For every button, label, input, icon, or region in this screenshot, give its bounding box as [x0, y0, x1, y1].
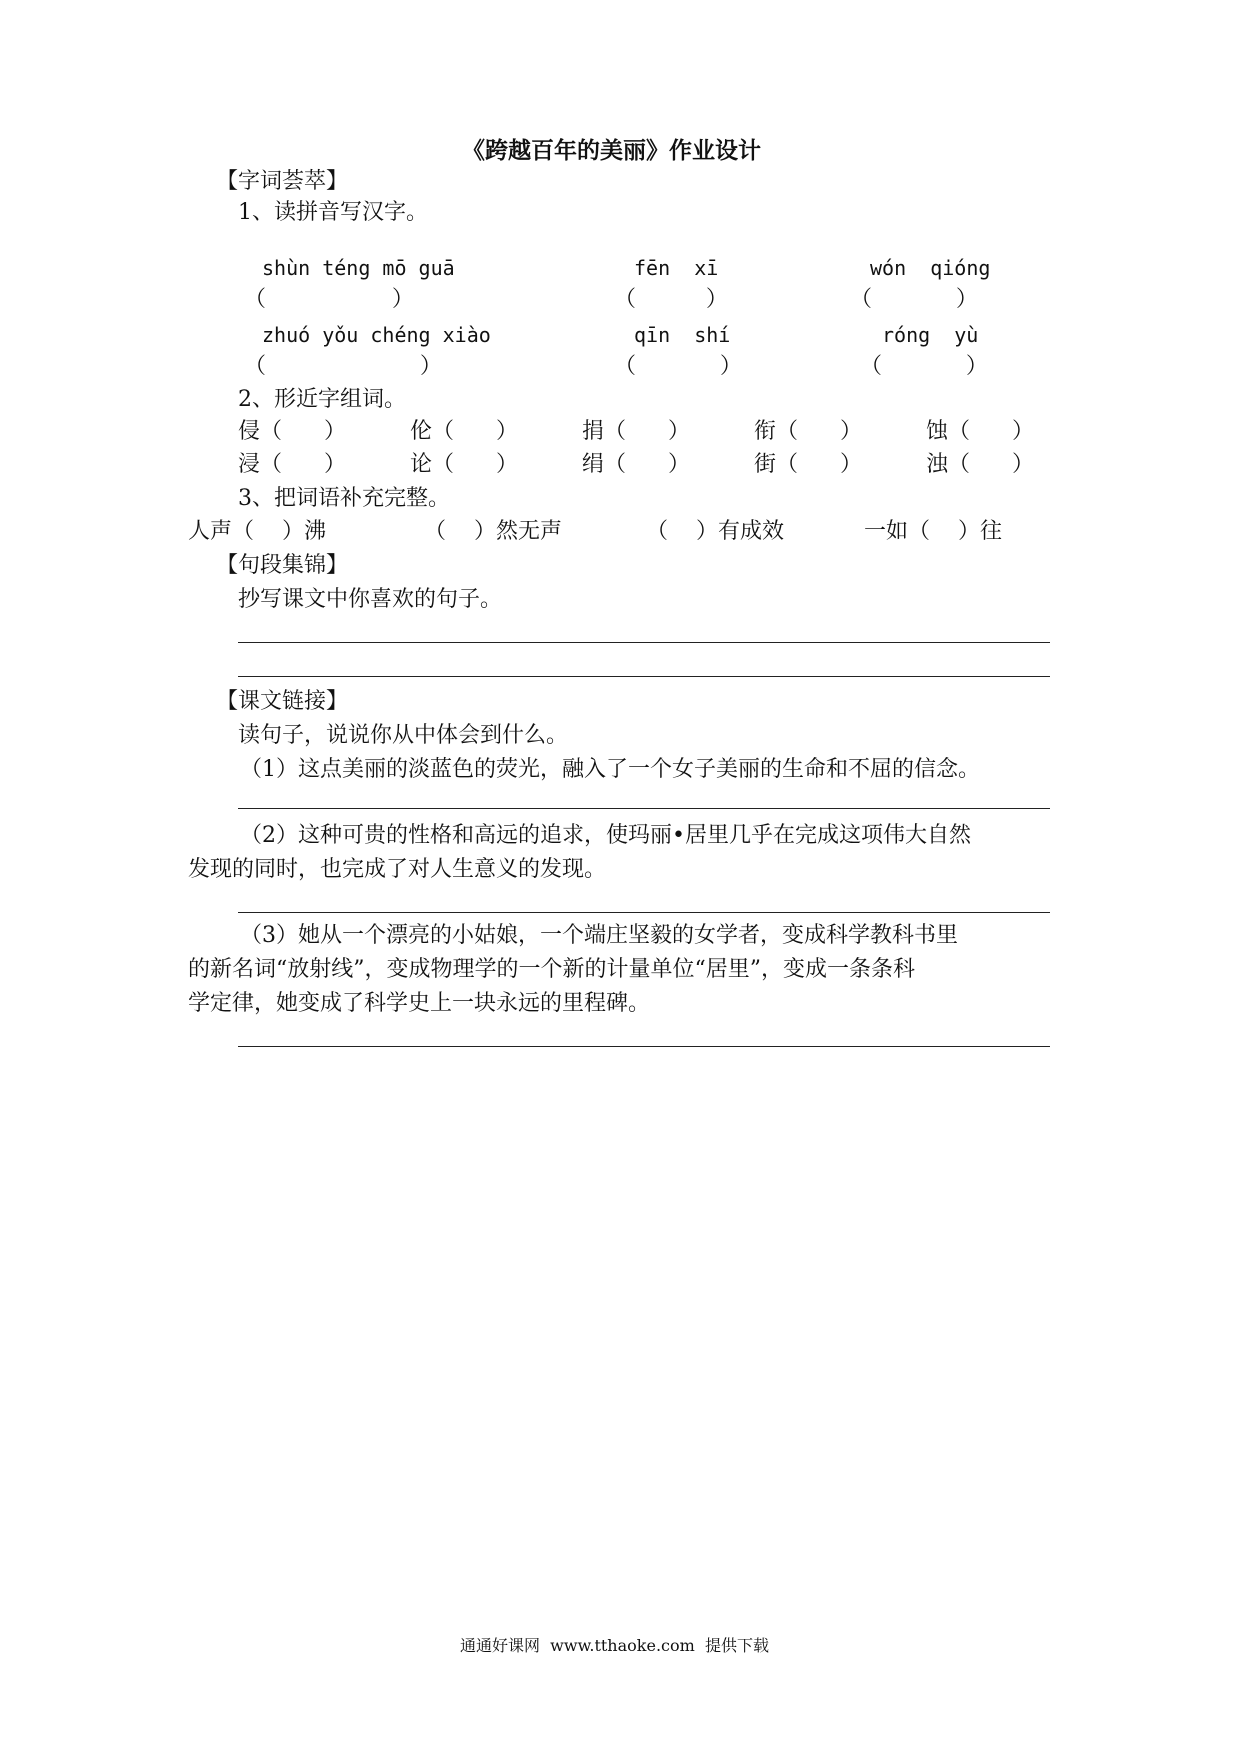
char-item[interactable]: 浸（ ）	[238, 452, 346, 477]
idiom-item[interactable]: 人声（ ）沸	[188, 519, 326, 544]
char-item[interactable]: 绢（ ）	[582, 452, 690, 477]
section3-instruction: 读句子，说说你从中体会到什么。	[238, 723, 569, 748]
section-heading-text-link: 【课文链接】	[216, 689, 349, 714]
char-item[interactable]: 衔（ ）	[754, 419, 862, 444]
char-item[interactable]: 捐（ ）	[582, 419, 690, 444]
char-item[interactable]: 街（ ）	[754, 452, 862, 477]
answer-line[interactable]	[238, 1046, 1050, 1047]
sentence-1: （1）这点美丽的淡蓝色的荧光，融入了一个女子美丽的生命和不屈的信念。	[240, 757, 980, 782]
idiom-item[interactable]: 一如（ ）往	[864, 519, 1002, 544]
sentence-2-line-1: （2）这种可贵的性格和高远的追求，使玛丽•居里几乎在完成这项伟大自然	[240, 823, 971, 848]
answer-line[interactable]	[238, 676, 1050, 677]
pinyin-1: shùn téng mō guā	[262, 256, 455, 280]
char-item[interactable]: 论（ ）	[410, 452, 518, 477]
answer-blank-3[interactable]: （ ）	[850, 287, 978, 312]
char-item[interactable]: 浊（ ）	[926, 452, 1034, 477]
char-item[interactable]: 蚀（ ）	[926, 419, 1034, 444]
pinyin-5: qīn shí	[634, 323, 731, 347]
idiom-item[interactable]: （ ）然无声	[424, 519, 562, 544]
section-heading-vocabulary: 【字词荟萃】	[216, 169, 349, 194]
answer-blank-5[interactable]: （ ）	[614, 354, 742, 379]
pinyin-2: fēn xī	[634, 256, 719, 280]
answer-line[interactable]	[238, 808, 1050, 809]
answer-blank-6[interactable]: （ ）	[860, 354, 988, 379]
idiom-item[interactable]: （ ）有成效	[646, 519, 784, 544]
answer-blank-4[interactable]: （ ）	[244, 354, 442, 379]
sentence-2-line-2: 发现的同时，也完成了对人生意义的发现。	[188, 857, 607, 882]
page-title: 《跨越百年的美丽》作业设计	[462, 137, 761, 164]
question-1-label: 1、读拼音写汉字。	[238, 200, 428, 225]
sentence-3-line-1: （3）她从一个漂亮的小姑娘，一个端庄坚毅的女学者，变成科学教科书里	[240, 923, 958, 948]
question-2-label: 2、形近字组词。	[238, 387, 406, 412]
answer-line[interactable]	[238, 912, 1050, 913]
char-item[interactable]: 侵（ ）	[238, 419, 346, 444]
section-heading-sentences: 【句段集锦】	[216, 553, 349, 578]
pinyin-6: róng yù	[882, 323, 979, 347]
char-item[interactable]: 伦（ ）	[410, 419, 518, 444]
answer-line[interactable]	[238, 642, 1050, 643]
pinyin-4: zhuó yǒu chéng xiào	[262, 323, 491, 347]
question-3-label: 3、把词语补充完整。	[238, 486, 450, 511]
section2-instruction: 抄写课文中你喜欢的句子。	[238, 587, 503, 612]
answer-blank-1[interactable]: （ ）	[244, 287, 414, 312]
footer-credit: 通通好课网 www.tthaoke.com 提供下载	[460, 1636, 769, 1655]
sentence-3-line-2: 的新名词“放射线”，变成物理学的一个新的计量单位“居里”，变成一条条科	[188, 957, 915, 982]
answer-blank-2[interactable]: （ ）	[614, 287, 728, 312]
pinyin-3: wón qióng	[870, 256, 991, 280]
sentence-3-line-3: 学定律，她变成了科学史上一块永远的里程碑。	[188, 991, 651, 1016]
